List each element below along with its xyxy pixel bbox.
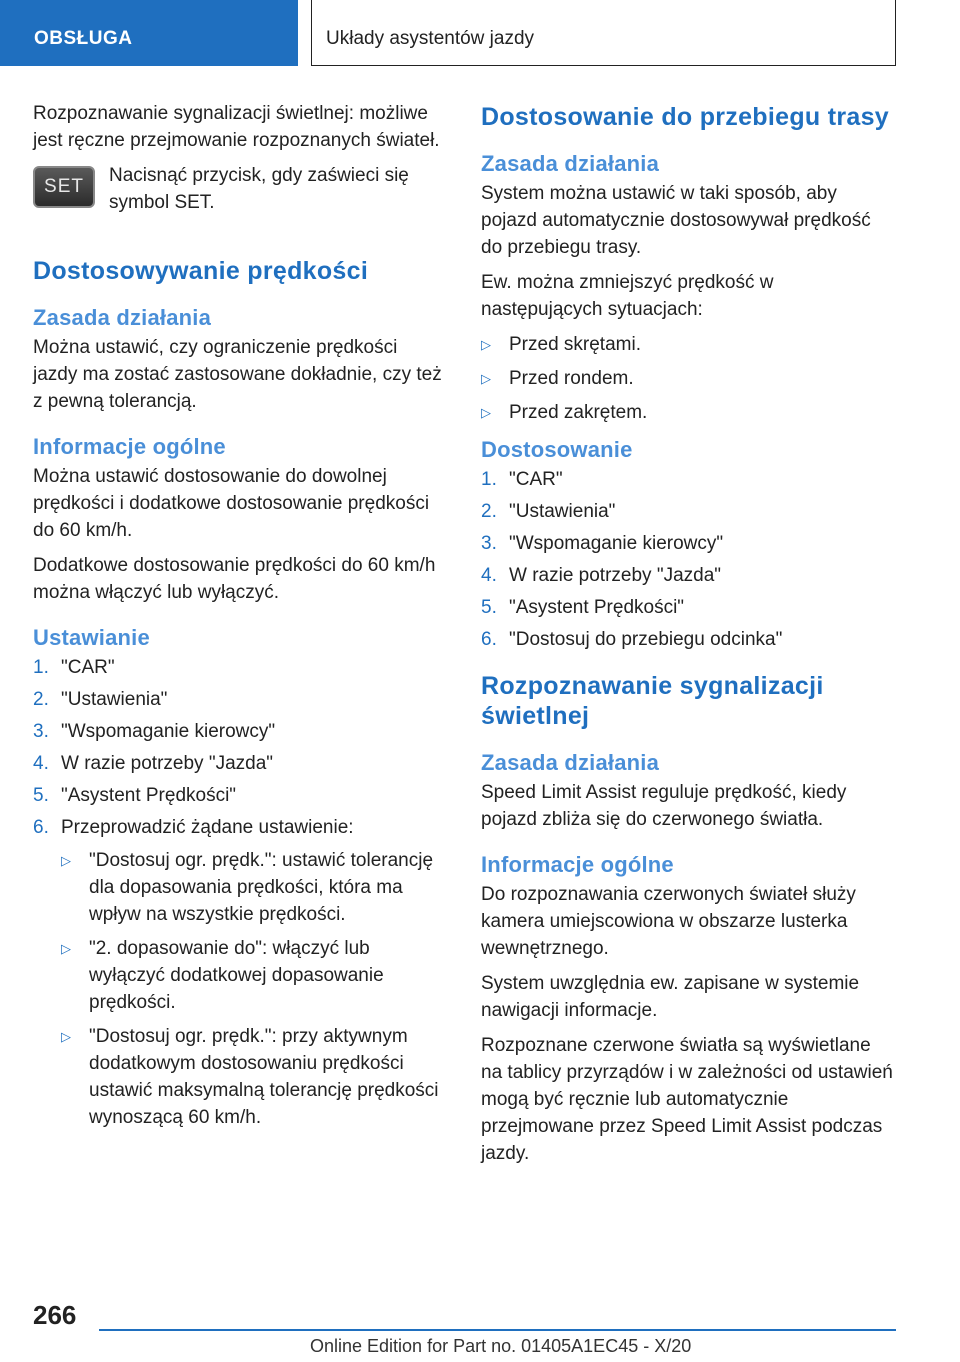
chapter-tab — [311, 0, 896, 66]
heading-traffic-lights: Rozpoznawanie sygnalizacji świetlnej — [481, 672, 824, 730]
heading-principle: Zasada działania — [33, 305, 212, 330]
footer-divider — [99, 1329, 896, 1331]
set-button-icon: SET — [33, 166, 95, 208]
list-item: ▷ Przed rondem. — [481, 365, 893, 392]
page-number: 266 — [33, 1300, 77, 1330]
list-item: 5. "Asystent Prędkości" — [481, 597, 685, 618]
route-principle-2: Ew. można zmniejszyć prędkość w następujących sytuacjach: — [481, 272, 774, 320]
list-item: 4. W razie potrzeby "Jazda" — [481, 565, 722, 586]
triangle-bullet-icon: ▷ — [61, 941, 71, 956]
triangle-bullet-icon: ▷ — [481, 337, 491, 352]
route-principle-1: System można ustawić w taki sposób, aby pojazd automatycznie dostosowywał prędkość do przebiegu trasy. — [481, 183, 871, 258]
section-tab — [0, 0, 298, 66]
adjust-steps — [481, 466, 893, 653]
heading-adjustment: Dostosowanie — [481, 437, 633, 462]
situation-list — [481, 331, 893, 426]
general-text-1: Można ustawić dostosowanie do dowolnej prędkości i dodatkowe dostosowanie prędkości do 60 km/h. — [33, 466, 430, 541]
traffic-general-1: Do rozpoznawania czerwonych świateł służy kamera umiejscowiona w obszarze lusterka wewnętrznego. — [481, 884, 856, 959]
triangle-bullet-icon: ▷ — [481, 371, 491, 386]
section-title: OBSŁUGA — [34, 28, 133, 49]
triangle-bullet-icon: ▷ — [61, 1029, 71, 1044]
list-item: 2. "Ustawienia" — [33, 689, 168, 710]
triangle-bullet-icon: ▷ — [61, 853, 71, 868]
list-item: 2. "Ustawienia" — [481, 501, 616, 522]
list-item: 3. "Wspomaganie kierowcy" — [33, 721, 276, 742]
list-item: ▷ Przed zakrętem. — [481, 399, 893, 426]
setting-options — [61, 847, 445, 1131]
left-column — [33, 100, 445, 1143]
heading-general-info: Informacje ogólne — [33, 434, 226, 459]
list-item: 1. "CAR" — [481, 469, 563, 490]
list-item: ▷ "Dostosuj ogr. prędk.": przy aktywnym dodatkowym dostosowaniu prędkości ustawić maksymalną tolerancję prędkości wynoszącą 60 km/h. — [61, 1023, 445, 1131]
list-item: 3. "Wspomaganie kierowcy" — [481, 533, 724, 554]
traffic-general-3: Rozpoznane czerwone światła są wyświetlane na tablicy przyrządów i w zależności od ustawień mogą być ręcznie lub automatycznie przejmowane przez Speed Limit Assist podczas jazdy. — [481, 1035, 893, 1164]
triangle-bullet-icon: ▷ — [481, 405, 491, 420]
heading-route-adjust: Dostosowanie do przebiegu trasy — [481, 103, 889, 131]
heading-principle: Zasada działania — [481, 151, 660, 176]
traffic-principle: Speed Limit Assist reguluje prędkość, kiedy pojazd zbliża się do czerwonego światła. — [481, 782, 847, 830]
list-item: 1. "CAR" — [33, 657, 115, 678]
list-item: 4. W razie potrzeby "Jazda" — [33, 753, 274, 774]
heading-general-info: Informacje ogólne — [481, 852, 674, 877]
list-item: ▷ "2. dopasowanie do": włączyć lub wyłączyć dodatkowej dopasowanie prędkości. — [61, 935, 445, 1016]
chapter-title: Układy asystentów jazdy — [326, 28, 535, 49]
list-item: ▷ "Dostosuj ogr. prędk.": ustawić tolerancję dla dopasowania prędkości, która ma wpływ na wszystkie prędkości. — [61, 847, 445, 928]
right-column — [481, 100, 893, 1175]
heading-principle: Zasada działania — [481, 750, 660, 775]
list-item: 6. "Dostosuj do przebiegu odcinka" — [481, 629, 783, 650]
heading-speed-adjust: Dostosowywanie prędkości — [33, 257, 369, 285]
list-item: 6. Przeprowadzić żądane ustawienie: ▷ "Dostosuj ogr. prędk.": ustawić tolerancję dla dopasowania prędkości, która ma wpływ na wszystkie prędkości. ▷ "2. dopasowanie do": włączyć lub wyłączyć dodatkowej dopasowanie prędkości. ▷ "Dostosuj ogr. prędk.": przy aktywnym dodatkowym dostosowaniu prędkości ustawić maksymalną tolerancję prędkości wynoszącą 60 km/h. — [33, 814, 445, 1138]
intro-paragraph: Rozpoznawanie sygnalizacji świetlnej: możliwe jest ręczne przejmowanie rozpoznanych świateł. — [33, 103, 440, 151]
edition-note: Online Edition for Part no. 01405A1EC45 - X/20 — [310, 1336, 692, 1356]
general-text-2: Dodatkowe dostosowanie prędkości do 60 km/h można włączyć lub wyłączyć. — [33, 555, 436, 603]
list-item: ▷ Przed skrętami. — [481, 331, 893, 358]
setting-steps — [33, 654, 445, 1138]
traffic-general-2: System uwzględnia ew. zapisane w systemie nawigacji informacje. — [481, 973, 860, 1021]
heading-setting: Ustawianie — [33, 625, 150, 650]
set-text: Nacisnąć przycisk, gdy zaświeci się symbol SET. — [109, 165, 409, 213]
list-item: 5. "Asystent Prędkości" — [33, 785, 237, 806]
principle-text: Można ustawić, czy ograniczenie prędkości jazdy ma zostać zastosowane dokładnie, czy też z pewną tolerancją. — [33, 337, 442, 412]
set-instruction — [33, 162, 445, 216]
